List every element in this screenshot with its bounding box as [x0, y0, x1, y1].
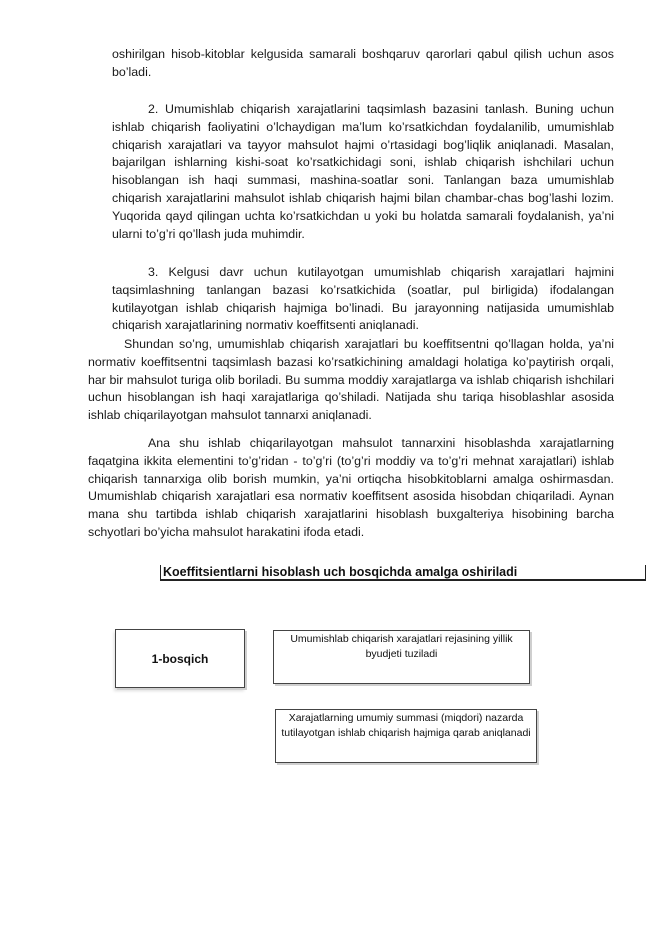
paragraph-4: Shundan so’ng, umumishlab chiqarish xarajatlari bu koeffitsentni qo’llagan holda, ya’ni normativ koeffitsentni taqsimlash bazasi ko’rsatkichining amaldagi holatiga ko’paytirish orqali, har bir mahsulot turiga olib boriladi. Bu summa moddiy xarajatlarga va ishlab chiqarish ishchilari uchun hisoblangan ish haqi xarajatlariga qo’shiladi. Natijada shu tariqa hisoblashlar asosida ishlab chiqarilayotgan mahsulot tannarxi aniqlanadi.: [88, 337, 614, 423]
stage-1-box: [115, 629, 245, 688]
step-box-budget-text: Umumishlab chiqarish xarajatlari rejasining yillik byudjeti tuziladi: [290, 633, 513, 660]
paragraph-2: 2. Umumishlab chiqarish xarajatlarini taqsimlash bazasini tanlash. Buning uchun ishlab chiqarish faoliyatini o’lchaydigan ma’lum ko’rsatkichdan foydalanilib, umumishlab chiqarish xarajatlari va tayyor mahsulot hajmi o’rtasidagi bog’liqlik aniqlanadi. Masalan, bajarilgan ishlarning kishi-soat ko’rsatkichidagi soni, ishlab chiqarish ishchilari uchun hisoblangan ish haqi summasi, mashina-soatlar soni. Tanlangan baza umumishlab chiqarish xarajatlarini mahsulot ishlab chiqarish hajmi bilan chambar-chas bog’lashi lozim. Yuqorida qayd qilingan uchta ko’rsatkichdan u yoki bu holatda samarali foydalanish, ya’ni ularni to’g’ri qo’llash juda muhimdir.: [112, 102, 614, 241]
step-box-budget: [273, 630, 530, 684]
stage-1-label: 1-bosqich: [151, 651, 209, 666]
paragraph-3: 3. Kelgusi davr uchun kutilayotgan umumishlab chiqarish xarajatlari hajmini taqsimlashning tanlangan bazasi ko’rsatkichida (soatlar, pul birligida) ifodalangan kutilayotgan ishlab chiqarish hajmiga bo’linadi. Bu jarayonning natijasida umumishlab chiqarish xarajatlarining normativ koeffitsenti aniqlanadi.: [112, 265, 614, 333]
step-box-total-cost: [275, 709, 537, 763]
step-box-total-cost-text: Xarajatlarning umumiy summasi (miqdori) nazarda tutilayotgan ishlab chiqarish hajmiga qarab aniqlanadi: [281, 712, 531, 739]
diagram-heading: [160, 565, 646, 581]
paragraph-1: oshirilgan hisob-kitoblar kelgusida samarali boshqaruv qarorlari qabul qilish uchun asos bo’ladi.: [112, 47, 614, 79]
diagram-heading-text: Koeffitsientlarni hisoblash uch bosqichda amalga oshiriladi: [163, 565, 518, 579]
paragraph-5: Ana shu ishlab chiqarilayotgan mahsulot tannarxini hisoblashda xarajatlarning faqatgina ikkita elementini to’g’ridan - to’g’ri (to’g’ri moddiy va to’g’ri mehnat xarajatlari) ishlab chiqarish tannarxiga olib borish mumkin, ya’ni ortiqcha hisobkitoblarni amalga oshirmasdan. Umumishlab chiqarish xarajatlari esa normativ koeffitsent asosida hisobdan chiqariladi. Aynan mana shu tartibda ishlab chiqarish xarajatlarini hisoblash buxgalteriya hisobining barcha schyotlari bo’yicha mahsulot harakatini ifoda etadi.: [88, 436, 614, 539]
